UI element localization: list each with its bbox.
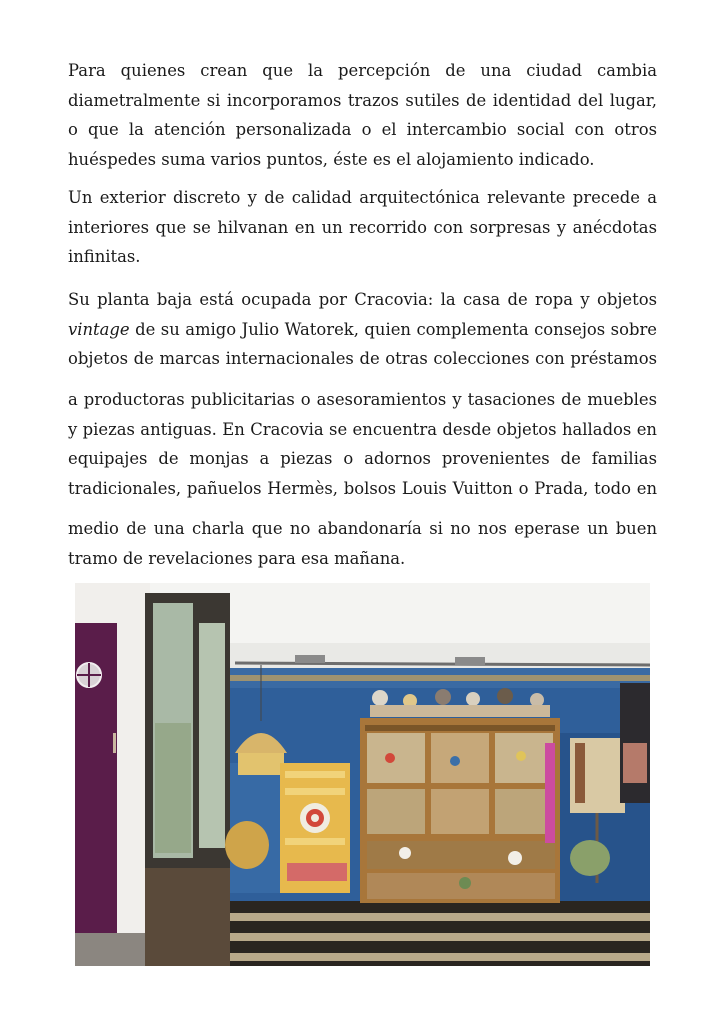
text-line: equipajes de monjas a piezas o adornos provenientes de familias — [68, 449, 657, 468]
text-line: tradicionales, pañuelos Hermès, bolsos Louis Vuitton o Prada, todo en — [68, 478, 657, 498]
text-line — [68, 315, 657, 345]
paragraph-4 — [68, 385, 657, 503]
text-line: Para quienes crean que la percepción de una ciudad cambia — [68, 61, 657, 80]
text-line: medio de una charla que no abandonaría si no nos eperase un buen — [68, 519, 657, 538]
shop-interior-photo — [75, 583, 650, 966]
text-line: a productoras publicitarias o asesoramientos y tasaciones de muebles — [68, 390, 657, 409]
text-line: Un exterior discreto y de calidad arquitectónica relevante precede a — [68, 188, 657, 207]
italic-word: vintage — [68, 319, 130, 339]
paragraph-1 — [68, 56, 657, 174]
paragraph-3 — [68, 285, 657, 374]
text-line: y piezas antiguas. En Cracovia se encuentra desde objetos hallados en — [68, 419, 657, 439]
text-line: objetos de marcas internacionales de otras colecciones con préstamos — [68, 349, 657, 368]
text-line: diametralmente si incorporamos trazos sutiles de identidad del lugar, — [68, 90, 657, 110]
text-line: infinitas. — [68, 247, 141, 266]
paragraph-5 — [68, 514, 657, 573]
text-line: interiores que se hilvanan en un recorrido con sorpresas y anécdotas — [68, 217, 657, 237]
text-line-rest: de su amigo Julio Watorek, quien complementa consejos sobre — [135, 319, 657, 339]
text-line: o que la atención personalizada o el intercambio social con otros — [68, 120, 657, 139]
text-line: tramo de revelaciones para esa mañana. — [68, 548, 406, 568]
paragraph-2 — [68, 183, 657, 272]
text-line: huéspedes suma varios puntos, éste es el alojamiento indicado. — [68, 149, 595, 169]
text-line: Su planta baja está ocupada por Cracovia: la casa de ropa y objetos — [68, 290, 657, 309]
